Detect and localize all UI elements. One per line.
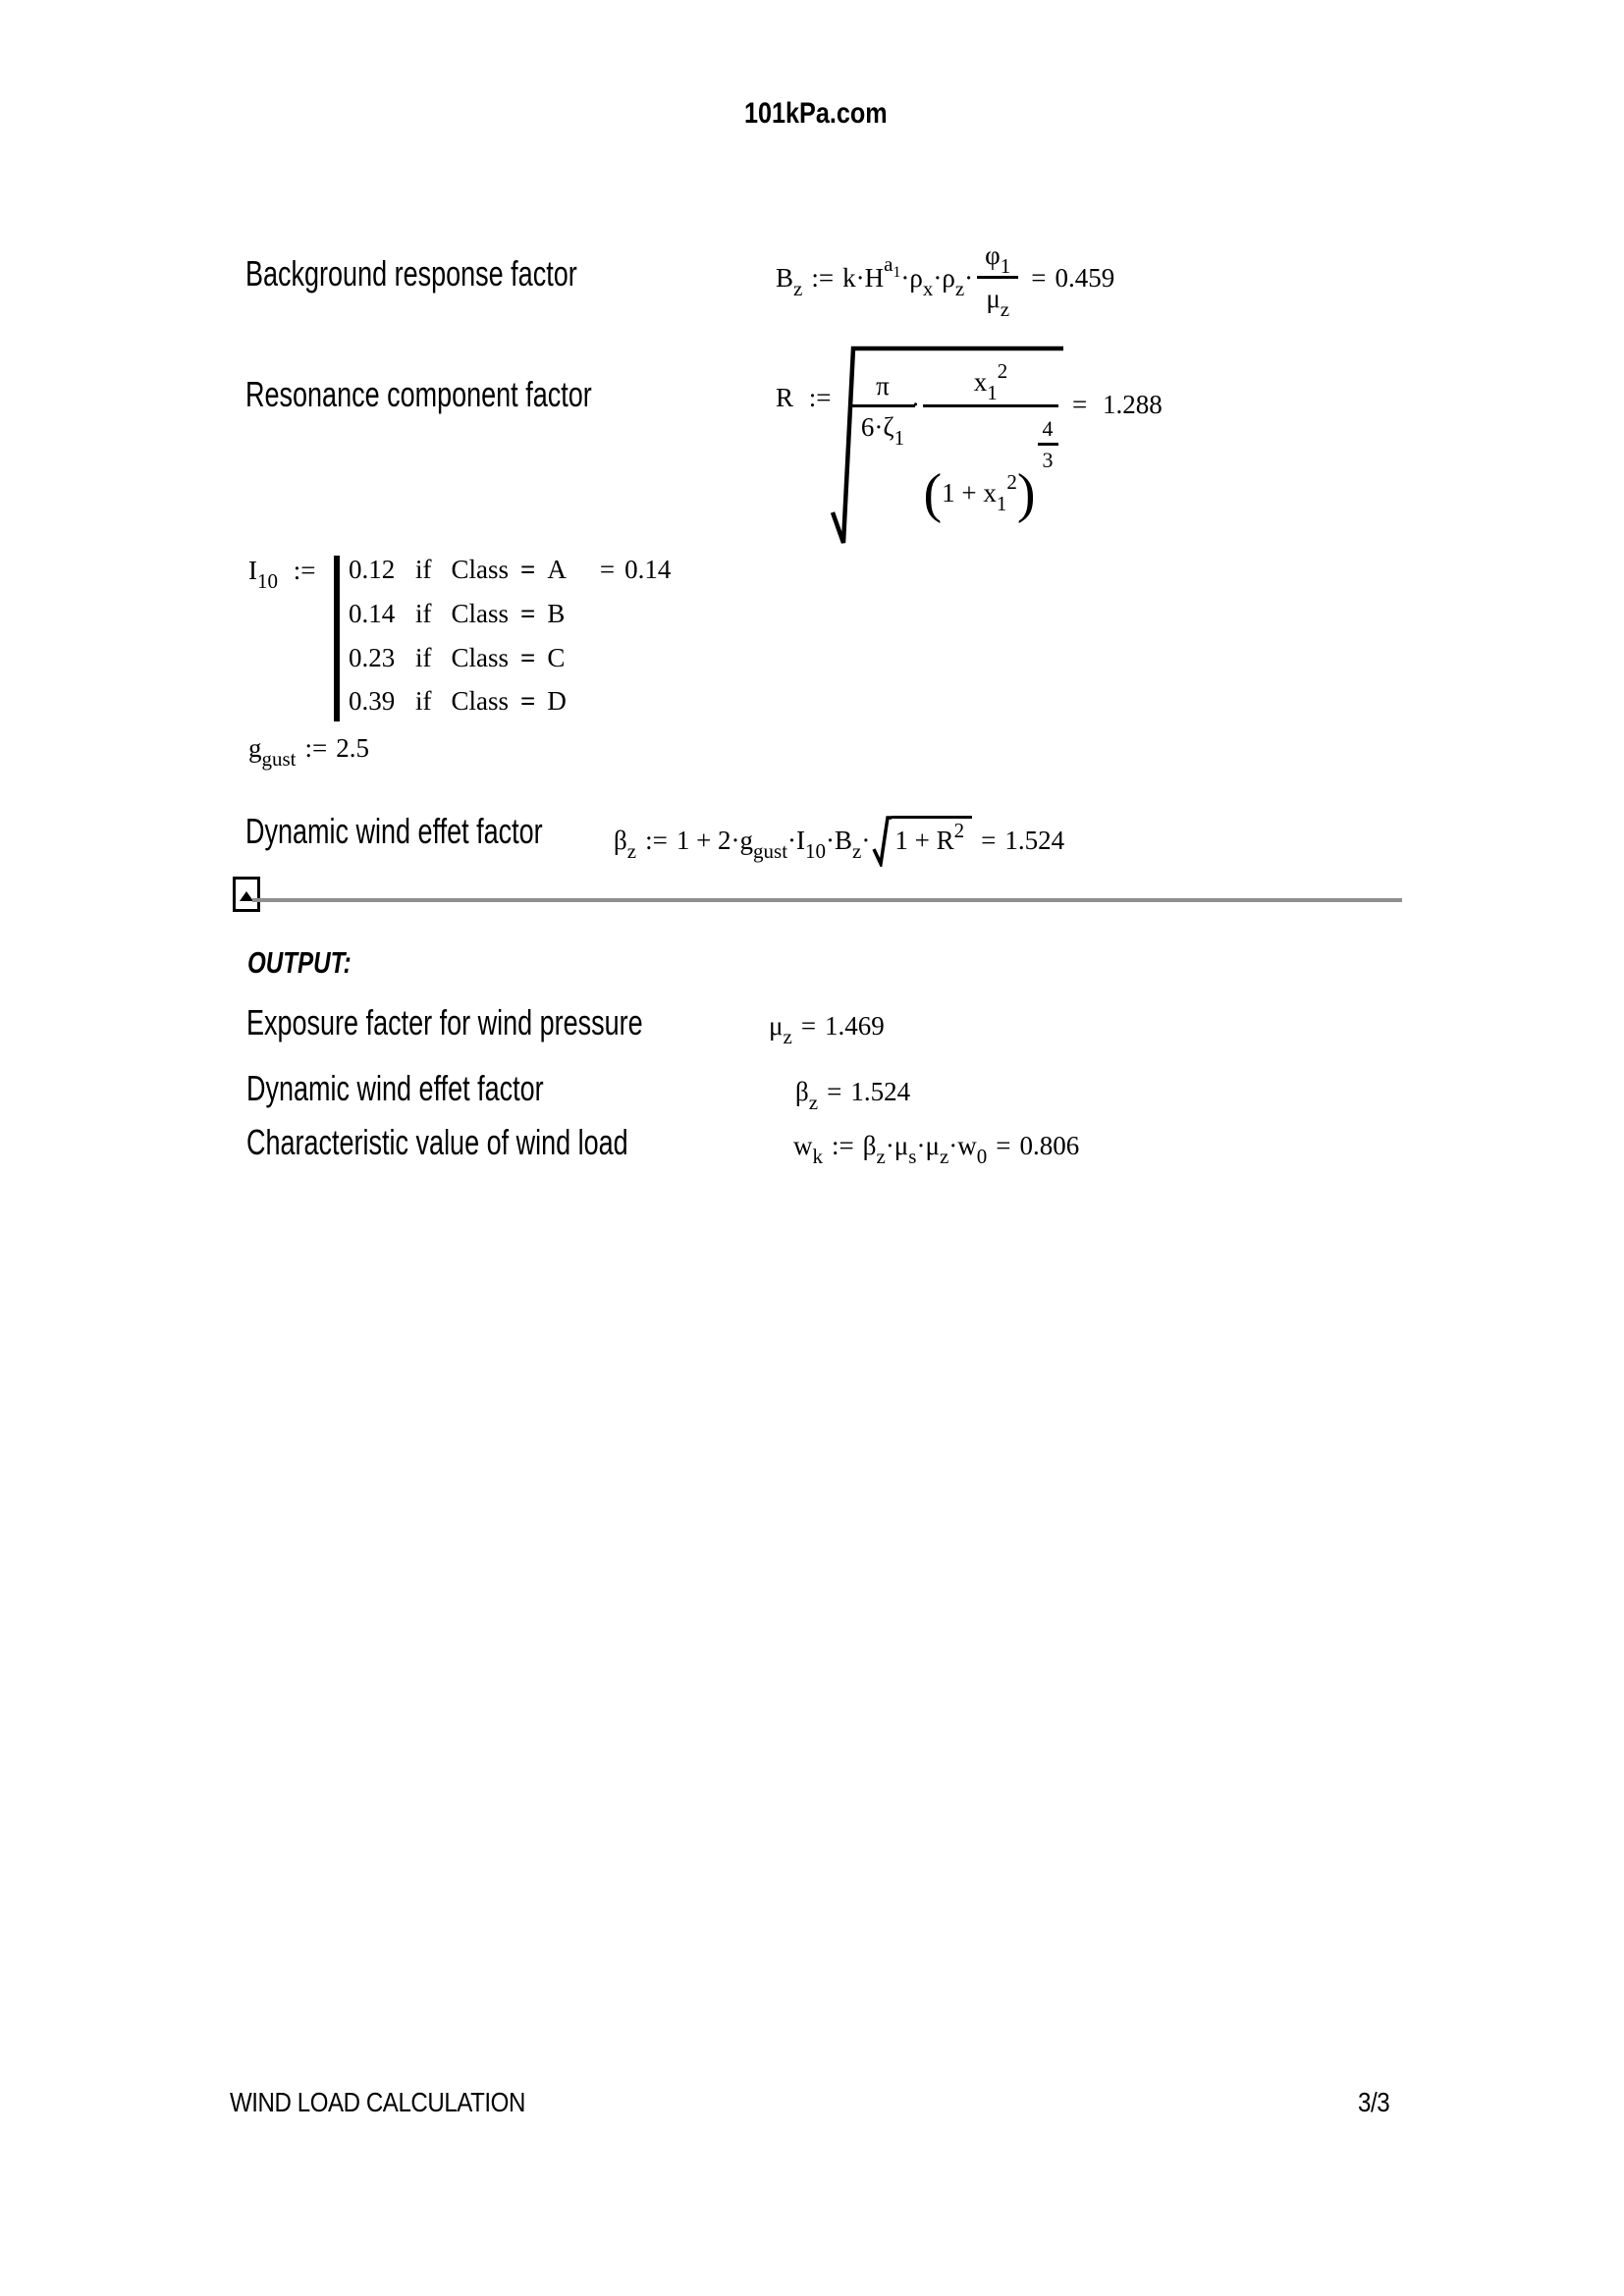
open-paren: ( — [923, 463, 943, 524]
result-value: 1.469 — [825, 1011, 885, 1041]
assign-op: := — [811, 262, 835, 293]
bool-equals-op: = — [520, 599, 536, 628]
label-resonance-component-factor: Resonance component factor — [245, 374, 592, 414]
label-dynamic-wind-effect-factor-output: Dynamic wind effet factor — [246, 1068, 544, 1108]
piecewise-case — [349, 601, 565, 627]
label-dynamic-wind-effect-factor: Dynamic wind effet factor — [245, 811, 543, 851]
label-background-response-factor: Background response factor — [245, 253, 577, 294]
case-value: 0.39 — [349, 686, 396, 716]
radical-sign-icon — [872, 814, 892, 867]
assign-op: := — [304, 733, 328, 763]
result-value: 0.806 — [1019, 1131, 1080, 1160]
case-value: 0.14 — [349, 599, 396, 628]
formula-characteristic-wind-load: $w_k$ := $\beta_z\cdot\mu_s\cdot\mu_z\cdot w_0 = 0.806$ — [793, 1131, 1080, 1168]
radicand: $1 + R^2$ — [892, 816, 972, 854]
label-exposure-factor: Exposure facter for wind pressure — [246, 1002, 643, 1042]
result-value: 1.524 — [1004, 825, 1065, 855]
term: $\cdot\rho_x$ — [900, 262, 934, 300]
result-value: 2.5 — [336, 733, 369, 763]
term: $k\cdot H^{a_1}$ — [842, 251, 901, 293]
close-paren: ) — [1016, 463, 1036, 524]
denominator: $6\cdot\zeta_1$ — [860, 412, 905, 450]
piecewise-bar — [334, 556, 340, 721]
if-keyword: if — [415, 599, 432, 628]
case-class: A — [547, 555, 567, 584]
equals-op: = — [1031, 262, 1047, 293]
formula-background-response — [776, 240, 1115, 321]
dot-op: · — [911, 390, 920, 419]
term: $1 + x_1^2$ — [942, 470, 1017, 515]
piecewise-case — [349, 645, 565, 671]
bool-equals-op: = — [520, 555, 536, 584]
fraction — [923, 359, 1058, 524]
bool-equals-op: = — [520, 686, 536, 716]
output-heading: OUTPUT: — [247, 945, 352, 980]
formula-i10-piecewise — [248, 550, 700, 736]
case-class: D — [547, 686, 567, 716]
var: $B_z$ — [776, 262, 803, 300]
assign-op: := — [645, 825, 668, 855]
formula-dynamic-wind-effect — [614, 814, 1064, 867]
bool-equals-op: = — [520, 643, 536, 672]
result-value: 0.459 — [1055, 262, 1115, 293]
case-variable: Class — [451, 686, 510, 716]
case-variable: Class — [451, 599, 510, 628]
assign-op: := — [832, 1131, 854, 1160]
term: $\cdot\rho_z$ — [933, 262, 965, 300]
case-value: 0.12 — [349, 555, 396, 584]
case-variable: Class — [451, 555, 510, 584]
term: $\cdot I_{10}$ — [787, 825, 827, 863]
var: $I_{10}$ := — [248, 556, 316, 593]
numerator: $x_1^2$ — [923, 367, 1058, 407]
footer-title: WIND LOAD CALCULATION — [230, 2087, 525, 2117]
denominator: $\mu_z$ — [986, 284, 1010, 321]
triangle-up-icon — [240, 891, 253, 901]
fraction — [977, 240, 1018, 321]
fraction — [850, 371, 915, 450]
term: $\cdot B_z$ — [826, 825, 862, 863]
result-value: 1.288 — [1102, 390, 1163, 419]
footer-page-number: 3/3 — [1358, 2087, 1390, 2117]
if-keyword: if — [415, 555, 432, 584]
assign-op: := — [808, 383, 832, 412]
var: $\beta_z$ — [614, 825, 637, 863]
equals-op: = — [981, 825, 997, 855]
assign-op: := — [293, 556, 316, 585]
case-variable: Class — [451, 643, 510, 672]
case-class: C — [547, 643, 566, 672]
if-keyword: if — [415, 686, 432, 716]
formula-resonance-component — [776, 341, 1188, 552]
case-class: B — [547, 599, 566, 628]
label-characteristic-wind-load: Characteristic value of wind load — [246, 1122, 628, 1162]
dot-op: · — [964, 262, 974, 293]
denominator — [915, 407, 1065, 523]
result: = 1.288 — [1072, 390, 1163, 419]
if-keyword: if — [415, 643, 432, 672]
var: R := — [776, 383, 832, 412]
result: = 0.14 — [599, 555, 672, 584]
numerator: $\varphi_1$ — [977, 240, 1018, 279]
equals-op: = — [996, 1131, 1011, 1160]
collapse-area-button[interactable] — [233, 877, 260, 912]
formula-ggust: $g_{gust}$ := 2.5 — [248, 733, 369, 771]
result-value: 0.14 — [624, 555, 672, 584]
exponent-fraction: 4 3 — [1038, 417, 1058, 472]
formula-exposure-factor: $\mu_z = 1.469$ — [769, 1011, 885, 1048]
page-header-title: 101kPa.com — [744, 97, 888, 130]
region-divider — [252, 898, 1402, 902]
equals-op: = — [827, 1077, 842, 1106]
result-value: 1.524 — [850, 1077, 911, 1106]
equals-op: = — [800, 1011, 817, 1041]
dot-op: · — [861, 825, 871, 855]
square-root — [872, 814, 972, 867]
piecewise-case — [349, 688, 567, 715]
piecewise-case — [349, 557, 671, 583]
formula-dynamic-output: $\beta_z = 1.524$ — [795, 1077, 911, 1114]
term: $1 + 2\cdot g_{gust}$ — [676, 825, 788, 863]
case-value: 0.23 — [349, 643, 396, 672]
numerator: π — [850, 371, 915, 407]
